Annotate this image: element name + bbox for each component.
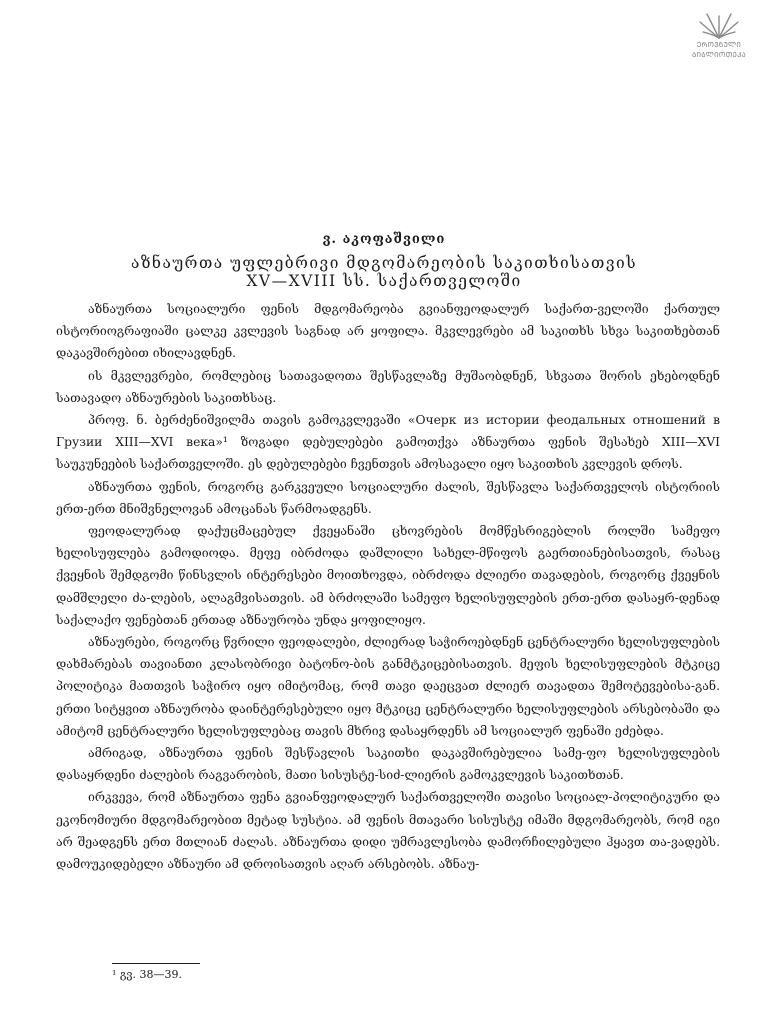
library-logo [678, 8, 760, 60]
paragraph: ამრიგად, აზნაურთა ფენის შესწავლის საკითხი დაკავშირებულია სამე-ფო ხელისუფლების დასაყრდენი ძალების რაგვარობის, მათი სისუსტე-სიძ-ლიერის გამოკვლევის საკითხთან. [56, 746, 720, 783]
paragraph: აზნაურთა ფენის, როგორც გარკვეული სოციალური ძალის, შესწავლა საქართველოს ისტორიის ერთ-ერთ მნიშვნელოვან ამოცანას წარმოადგენს. [56, 479, 720, 516]
footnote-divider [112, 963, 200, 964]
paragraph: ფეოდალურად დაქუცმაცებულ ქვეყანაში ცხოვრების მომწესრიგებლის როლში სამეფო ხელისუფლება გამოდიოდა. მეფე იბრძოდა დაშლილი სახელ-მწიფოს გაერთიანებისათვის, რასაც ქვეყნის შემდგომი წინსვლის ინტერესები მოითხოვდა, იბრძოდა ძლიერი თავადების, როგორც ქვეყნის დამშლელი ძა-ლების, ალაგმვისათვის. ამ ბრძოლაში სამეფო ხელისუფლების ერთ-ერთ დასაყრ-დენად საქალაქო ფენებთან ერთად აზნაურობა უნდა ყოფილიყო. [56, 524, 720, 627]
article-title [60, 254, 708, 290]
paragraph: აზნაურთა სოციალური ფენის მდგომარეობა გვიანფეოდალურ საქართ-ველოში ქართულ ისტორიოგრაფიაში ცალკე კვლევის საგნად არ ყოფილა. მკვლევრები ამ საკითხს სხვა საკითხებთან დაკავშირებით იხილავდნენ. [56, 302, 720, 361]
paragraph: პროფ. ნ. ბერძენიშვილმა თავის გამოკვლევაში «Очерк из истории феодальных отношений в Грузии XIII—XVI века»¹ ზოგადი დებულებები გამოთქვა აზნაურთა ფენის შესახებ XIII—XVI საუკუნეების საქართველოში. ეს დებულებები ჩვენთვის ამოსავალი იყო საკითხის კვლევის დროს. [56, 413, 720, 472]
title-line-1: აზნაურთა უფლებრივი მდგომარეობის საკითხისათვის [130, 254, 638, 272]
paragraph: აზნაურები, როგორც წვრილი ფეოდალები, ძლიერად საჭიროებდნენ ცენტრალური ხელისუფლების დახმარებას თავიანთი კლასობრივი ბატონო-ბის განმტკიცებისათვის. მეფის ხელისუფლების მტკიცე პოლიტიკა მათთვის საჭირო იყო იმიტომაც, რომ თავი დაეცვათ ძლიერ თავადთა შემოტევებისა-გან. ერთი სიტყვით აზნაურობა დაინტერესებული იყო მტკიცე ცენტრალური ხელისუფლების არსებობაში და ამიტომ ცენტრალური ხელისუფლებაც თავის მხრივ დასაყრდენს ამ სოციალურ ფენაში ეძებდა. [56, 635, 720, 738]
title-line-2: XV—XVIII სს. საქართველოში [246, 272, 522, 290]
paragraph: ის მკვლევრები, რომლებიც სათავადოთა შესწავლაზე მუშაობდნენ, სხვათა შორის ეხებოდნენ სათავადო აზნაურების საკითხსაც. [56, 368, 720, 405]
footnote: ¹ გვ. 38—39. [112, 968, 183, 981]
logo-text-line-2: ᲑᲘᲑᲚᲘᲝᲗᲔᲙᲐ [691, 51, 747, 59]
logo-text-line-1: ᲔᲠᲝᲕᲜᲣᲚᲘ [696, 41, 742, 49]
library-emblem-icon [697, 8, 741, 40]
author-name: ვ. აკოფაშვილი [322, 232, 446, 247]
paragraph: ირკვევა, რომ აზნაურთა ფენა გვიანფეოდალურ საქართველოში თავისი სოციალ-პოლიტიკური და ეკონომიური მდგომარეობით მეტად სუსტია. ამ ფენის მთავარი სისუსტე იმაში მდგომარეობს, რომ იგი არ შეადგენს ერთ მთლიან ძალას. აზნაურთა დიდი უმრავლესობა დამორჩილებული ჰყავთ თა-ვადებს. დამოუკიდებელი აზნაური ამ დროისათვის აღარ არსებობს. აზნაუ- [56, 790, 720, 872]
article-body [56, 298, 720, 875]
